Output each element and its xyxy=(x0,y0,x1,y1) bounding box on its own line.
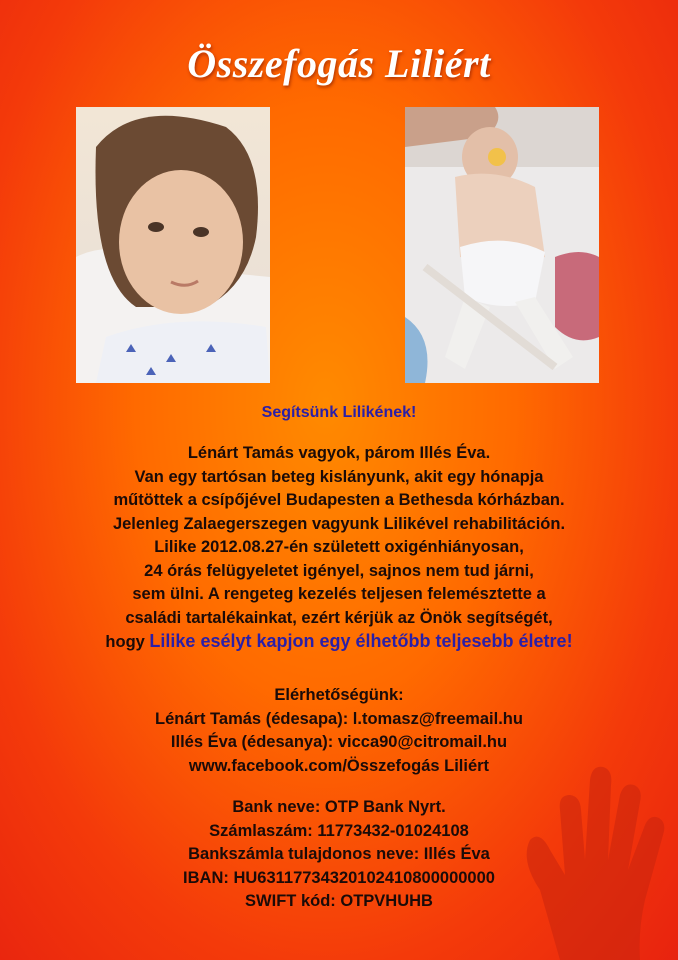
bank-account: Számlaszám: 11773432-01024108 xyxy=(209,821,469,840)
contact-father: Lénárt Tamás (édesapa): l.tomasz@freemail.hu xyxy=(155,709,523,728)
story-line: 24 órás felügyeletet igényel, sajnos nem tud járni, xyxy=(144,561,534,580)
bank-owner: Bankszámla tulajdonos neve: Illés Éva xyxy=(188,845,490,863)
story-line: sem ülni. A rengeteg kezelés teljesen felemésztette a xyxy=(132,585,546,603)
story-line: Van egy tartósan beteg kislányunk, akit egy hónapja xyxy=(134,467,544,486)
story-line: Lénárt Tamás vagyok, párom Illés Éva. xyxy=(187,444,491,462)
contact-mother: Illés Éva (édesanya): vicca90@citromail.hu xyxy=(170,733,508,751)
girl-hospital-image xyxy=(405,107,599,383)
photo-girl-hospital-bed xyxy=(405,107,599,383)
bank-iban: IBAN: HU63117734320102410800000000 xyxy=(183,868,495,887)
girl-portrait-image xyxy=(76,107,270,383)
story-line: Jelenleg Zalaegerszegen vagyunk Lilikével rehabilitáción. xyxy=(112,514,566,533)
story-line-last xyxy=(0,630,678,655)
story-highlight: Lilike esélyt kapjon egy élhetőbb teljesebb életre! xyxy=(149,631,573,651)
contact-section xyxy=(0,684,678,778)
photo-girl-portrait xyxy=(76,107,270,383)
contact-heading: Elérhetőségünk: xyxy=(274,686,404,704)
story-line: családi tartalékainkat, ezért kérjük az Önök segítségét, xyxy=(125,608,553,627)
story-text xyxy=(0,442,678,655)
bank-name: Bank neve: OTP Bank Nyrt. xyxy=(232,798,446,816)
headline: Segítsünk Lilikének! xyxy=(261,404,417,421)
story-line: műtöttek a csípőjével Budapesten a Bethesda kórházban. xyxy=(113,491,565,509)
bank-swift: SWIFT kód: OTPVHUHB xyxy=(245,892,433,910)
bank-section xyxy=(0,796,678,914)
poster-title: Összefogás Liliért xyxy=(187,41,491,86)
contact-facebook: www.facebook.com/Összefogás Liliért xyxy=(188,756,490,775)
story-line: Lilike 2012.08.27-én született oxigénhiányosan, xyxy=(154,538,524,556)
story-last-prefix: hogy xyxy=(105,633,150,651)
